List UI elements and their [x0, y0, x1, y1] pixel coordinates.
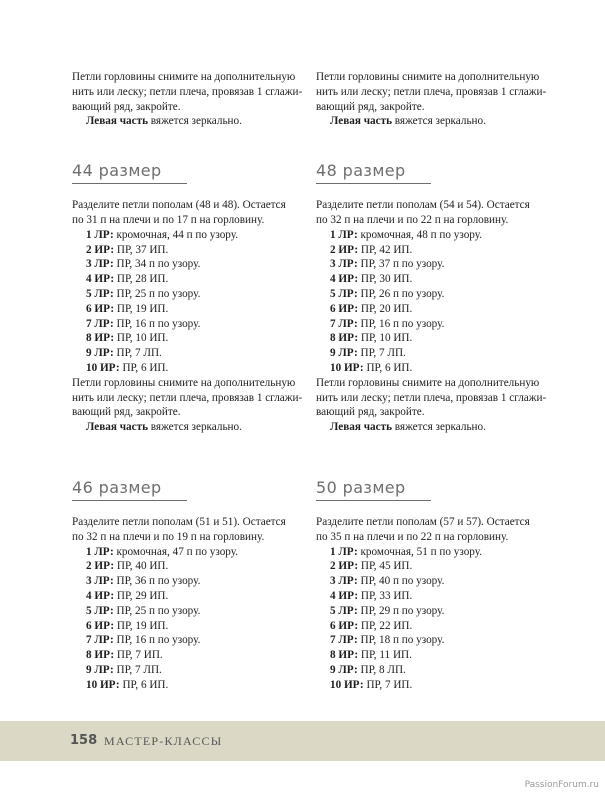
row-item: 6 ИР: ПР, 19 ИП. — [86, 619, 169, 632]
row-item: 9 ЛР: ПР, 7 ЛП. — [330, 347, 406, 360]
size-heading: 44 размер — [72, 162, 187, 184]
row-item: 3 ЛР: ПР, 34 п по узору. — [86, 258, 201, 271]
section-label: МАСТЕР-КЛАССЫ — [104, 734, 223, 748]
instruction-paragraph: Разделите петли пополам (54 и 54). Остается по 32 п на плечи и по 22 п на горловину. — [316, 199, 530, 226]
size-heading: 50 размер — [316, 479, 431, 501]
row-item: 6 ИР: ПР, 20 ИП. — [330, 302, 413, 315]
right-column — [316, 70, 548, 693]
row-item: 8 ИР: ПР, 10 ИП. — [86, 332, 169, 345]
row-list — [316, 228, 548, 376]
row-item: 9 ЛР: ПР, 7 ЛП. — [86, 663, 162, 676]
row-list — [316, 545, 548, 693]
row-item: 8 ИР: ПР, 7 ИП. — [86, 649, 163, 662]
row-list — [72, 228, 304, 376]
row-item: 7 ЛР: ПР, 18 п по узору. — [330, 634, 445, 647]
row-item: 1 ЛР: кромочная, 47 п по узору. — [86, 545, 239, 558]
row-item: 5 ЛР: ПР, 26 п по узору. — [330, 287, 445, 300]
row-item: 4 ИР: ПР, 33 ИП. — [330, 589, 413, 602]
page-number: 158 — [70, 733, 98, 748]
row-item: 4 ИР: ПР, 30 ИП. — [330, 273, 413, 286]
watermark: PassionForum.ru — [524, 780, 599, 790]
row-item: 3 ЛР: ПР, 37 п по узору. — [330, 258, 445, 271]
row-item: 10 ИР: ПР, 7 ИП. — [330, 678, 413, 691]
row-item: 9 ЛР: ПР, 7 ЛП. — [86, 347, 162, 360]
page-footer — [0, 721, 605, 761]
row-item: 1 ЛР: кромочная, 44 п по узору. — [86, 228, 239, 241]
row-item: 5 ЛР: ПР, 25 п по узору. — [86, 604, 201, 617]
row-item: 1 ЛР: кромочная, 51 п по узору. — [330, 545, 483, 558]
outro-paragraph: Петли горловины снимите на дополнительную нить или леску; петли плеча, провязав 1 сглажи- вающий ряд, закройте. — [72, 376, 303, 419]
size-heading: 46 размер — [72, 479, 187, 501]
row-item: 10 ИР: ПР, 6 ИП. — [86, 361, 169, 374]
row-item: 4 ИР: ПР, 28 ИП. — [86, 273, 169, 286]
row-item: 8 ИР: ПР, 10 ИП. — [330, 332, 413, 345]
row-item: 5 ЛР: ПР, 29 п по узору. — [330, 604, 445, 617]
row-item: 7 ЛР: ПР, 16 п по узору. — [86, 317, 201, 330]
row-item: 7 ЛР: ПР, 16 п по узору. — [86, 634, 201, 647]
instruction-paragraph: Разделите петли пополам (57 и 57). Остается по 35 п на плечи и по 22 п на горловину. — [316, 515, 530, 543]
row-item: 10 ИР: ПР, 6 ИП. — [330, 361, 413, 374]
row-item: 3 ЛР: ПР, 40 п по узору. — [330, 575, 445, 588]
row-item: 2 ИР: ПР, 40 ИП. — [86, 560, 169, 573]
mirror-note: Левая часть вяжется зеркально. — [86, 421, 242, 434]
instruction-paragraph: Разделите петли пополам (48 и 48). Остается по 31 п на плечи и по 17 п на горловину. — [72, 199, 286, 226]
row-list — [72, 545, 304, 693]
intro-paragraph: Петли горловины снимите на дополнительную нить или леску; петли плеча, провязав 1 сглажи- вающий ряд, закройте. — [72, 71, 303, 113]
row-item: 1 ЛР: кромочная, 48 п по узору. — [330, 228, 483, 241]
row-item: 6 ИР: ПР, 19 ИП. — [86, 302, 169, 315]
row-item: 2 ИР: ПР, 45 ИП. — [330, 560, 413, 573]
row-item: 6 ИР: ПР, 22 ИП. — [330, 619, 413, 632]
row-item: 9 ЛР: ПР, 8 ЛП. — [330, 663, 406, 676]
size-heading: 48 размер — [316, 162, 431, 184]
row-item: 10 ИР: ПР, 6 ИП. — [86, 678, 169, 691]
intro-paragraph: Петли горловины снимите на дополнительную нить или леску; петли плеча, провязав 1 сглажи- вающий ряд, закройте. — [316, 71, 547, 113]
left-column — [72, 70, 304, 693]
row-item: 2 ИР: ПР, 37 ИП. — [86, 243, 169, 256]
row-item: 4 ИР: ПР, 29 ИП. — [86, 589, 169, 602]
mirror-note: Левая часть вяжется зеркально. — [330, 115, 486, 128]
row-item: 2 ИР: ПР, 42 ИП. — [330, 243, 413, 256]
row-item: 3 ЛР: ПР, 36 п по узору. — [86, 575, 201, 588]
mirror-note: Левая часть вяжется зеркально. — [86, 115, 242, 128]
row-item: 7 ЛР: ПР, 16 п по узору. — [330, 317, 445, 330]
mirror-note: Левая часть вяжется зеркально. — [330, 421, 486, 434]
instruction-paragraph: Разделите петли пополам (51 и 51). Остается по 32 п на плечи и по 19 п на горловину. — [72, 515, 286, 543]
row-item: 8 ИР: ПР, 11 ИП. — [330, 649, 412, 662]
row-item: 5 ЛР: ПР, 25 п по узору. — [86, 287, 201, 300]
outro-paragraph: Петли горловины снимите на дополнительную нить или леску; петли плеча, провязав 1 сглажи- вающий ряд, закройте. — [316, 376, 547, 419]
